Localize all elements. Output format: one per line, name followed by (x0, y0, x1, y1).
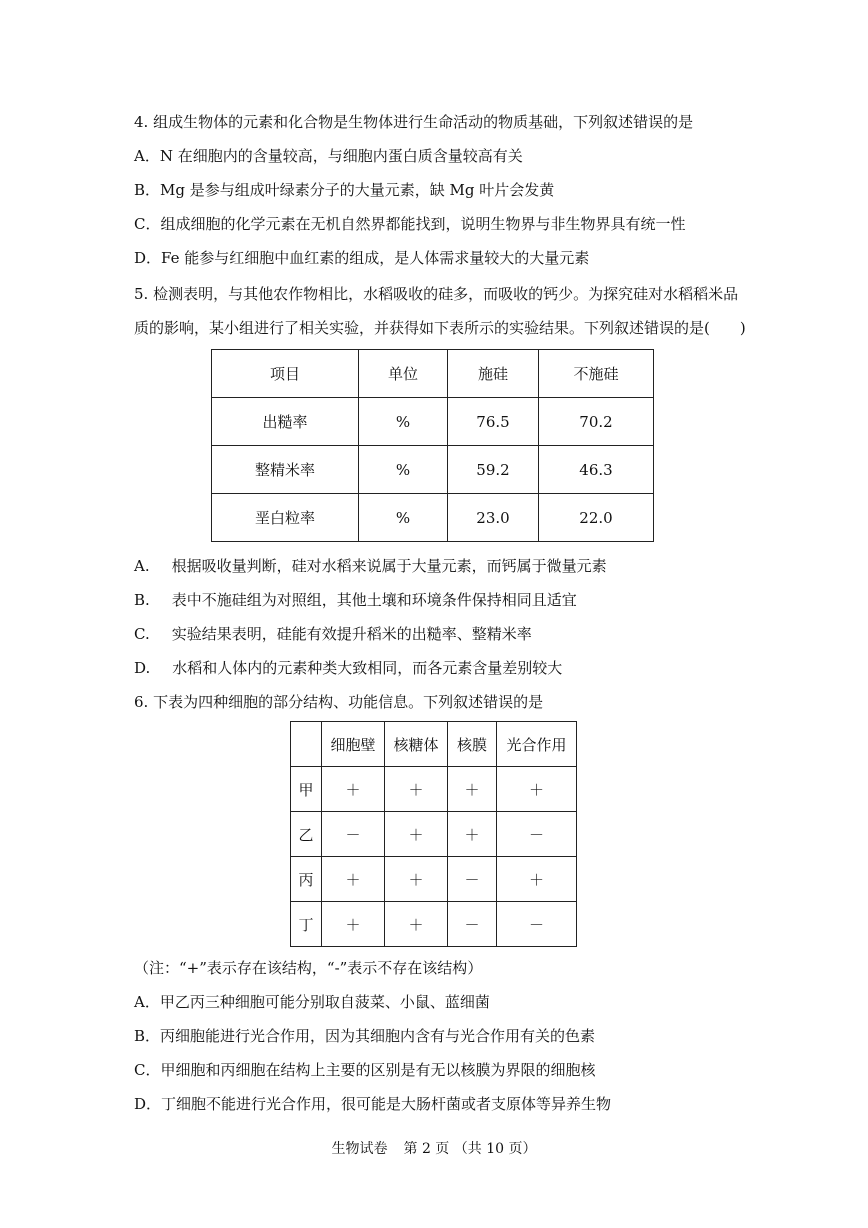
table-header-cell: 细胞壁 (322, 722, 385, 767)
table-cell: ＋ (385, 767, 448, 812)
table-cell: ＋ (322, 767, 385, 812)
table-row (291, 767, 577, 812)
table-header-cell: 项目 (212, 350, 359, 398)
table-cell: 整精米率 (212, 446, 359, 494)
table-row-label: 丙 (291, 857, 322, 902)
q6-option-b: B．丙细胞能进行光合作用，因为其细胞内含有与光合作用有关的色素 (134, 1027, 596, 1045)
table-cell: 76.5 (448, 398, 539, 446)
table-cell: % (359, 446, 448, 494)
footer-subject: 生物试卷 (331, 1141, 388, 1157)
table-cell: － (448, 857, 497, 902)
q5-option-c (134, 624, 532, 644)
table-cell: 23.0 (448, 494, 539, 542)
table-cell: % (359, 494, 448, 542)
table-cell: 59.2 (448, 446, 539, 494)
table-cell: ＋ (448, 812, 497, 857)
option-text: 根据吸收量判断，硅对水稻来说属于大量元素，而钙属于微量元素 (171, 557, 607, 575)
q6-option-d: D．丁细胞不能进行光合作用，很可能是大肠杆菌或者支原体等异养生物 (134, 1095, 612, 1113)
table-cell: ＋ (322, 902, 385, 947)
table-cell: 22.0 (539, 494, 654, 542)
q5-stem-line1: 5. 检测表明，与其他农作物相比，水稻吸收的硅多，而吸收的钙少。为探究硅对水稻稻米品 (134, 285, 739, 303)
table-header-row (212, 350, 654, 398)
table-cell: ＋ (385, 902, 448, 947)
table-header-cell: 单位 (359, 350, 448, 398)
table-cell: ＋ (322, 857, 385, 902)
table-row (291, 812, 577, 857)
table-cell: ＋ (448, 767, 497, 812)
option-letter: D. (134, 659, 151, 677)
table-row (212, 494, 654, 542)
table-header-cell: 核糖体 (385, 722, 448, 767)
option-text: 实验结果表明，硅能有效提升稻米的出糙率、整精米率 (171, 625, 532, 643)
q4-option-b: B．Mg 是参与组成叶绿素分子的大量元素，缺 Mg 叶片会发黄 (134, 181, 555, 199)
footer-page-number: 第 2 页 （共 10 页） (403, 1141, 537, 1157)
page-footer (0, 1138, 868, 1158)
table-header-cell: 不施硅 (539, 350, 654, 398)
q6-option-a: A．甲乙丙三种细胞可能分别取自菠菜、小鼠、蓝细菌 (134, 993, 490, 1011)
q6-option-c: C．甲细胞和丙细胞在结构上主要的区别是有无以核膜为界限的细胞核 (134, 1061, 596, 1079)
table-row (212, 398, 654, 446)
table-cell: － (448, 902, 497, 947)
q5-stem-line2: 质的影响，某小组进行了相关实验，并获得如下表所示的实验结果。下列叙述错误的是( ) (134, 319, 746, 337)
q6-cell-structure-table (290, 721, 577, 947)
table-cell: － (322, 812, 385, 857)
q6-note: （注：“+”表示存在该结构，“-”表示不存在该结构） (134, 959, 483, 977)
table-cell: ＋ (497, 857, 577, 902)
option-letter: C. (134, 625, 150, 643)
option-letter: B. (134, 591, 150, 609)
option-letter: A. (134, 557, 150, 575)
table-cell: ＋ (385, 812, 448, 857)
table-header-cell (291, 722, 322, 767)
table-row (212, 446, 654, 494)
table-row-label: 丁 (291, 902, 322, 947)
table-header-cell: 光合作用 (497, 722, 577, 767)
table-row (291, 857, 577, 902)
option-text: 表中不施硅组为对照组，其他土壤和环境条件保持相同且适宜 (171, 591, 577, 609)
table-cell: 垩白粒率 (212, 494, 359, 542)
q4-stem: 4. 组成生物体的元素和化合物是生物体进行生命活动的物质基础，下列叙述错误的是 (134, 113, 694, 131)
q4-option-c: C．组成细胞的化学元素在无机自然界都能找到，说明生物界与非生物界具有统一性 (134, 215, 686, 233)
q5-option-d (134, 658, 562, 678)
q5-option-b (134, 590, 577, 610)
table-cell: 46.3 (539, 446, 654, 494)
table-cell: 出糙率 (212, 398, 359, 446)
table-row-label: 乙 (291, 812, 322, 857)
table-header-row (291, 722, 577, 767)
table-header-cell: 核膜 (448, 722, 497, 767)
q4-option-a: A．N 在细胞内的含量较高，与细胞内蛋白质含量较高有关 (134, 147, 523, 165)
table-row-label: 甲 (291, 767, 322, 812)
table-cell: % (359, 398, 448, 446)
q6-stem: 6. 下表为四种细胞的部分结构、功能信息。下列叙述错误的是 (134, 693, 544, 711)
table-header-cell: 施硅 (448, 350, 539, 398)
q4-option-d: D．Fe 能参与红细胞中血红素的组成，是人体需求量较大的大量元素 (134, 249, 590, 267)
table-cell: 70.2 (539, 398, 654, 446)
table-row (291, 902, 577, 947)
table-cell: － (497, 902, 577, 947)
q5-option-a (134, 556, 607, 576)
table-cell: ＋ (497, 767, 577, 812)
table-cell: － (497, 812, 577, 857)
q5-results-table (211, 349, 654, 542)
table-cell: ＋ (385, 857, 448, 902)
option-text: 水稻和人体内的元素种类大致相同，而各元素含量差别较大 (172, 659, 563, 677)
